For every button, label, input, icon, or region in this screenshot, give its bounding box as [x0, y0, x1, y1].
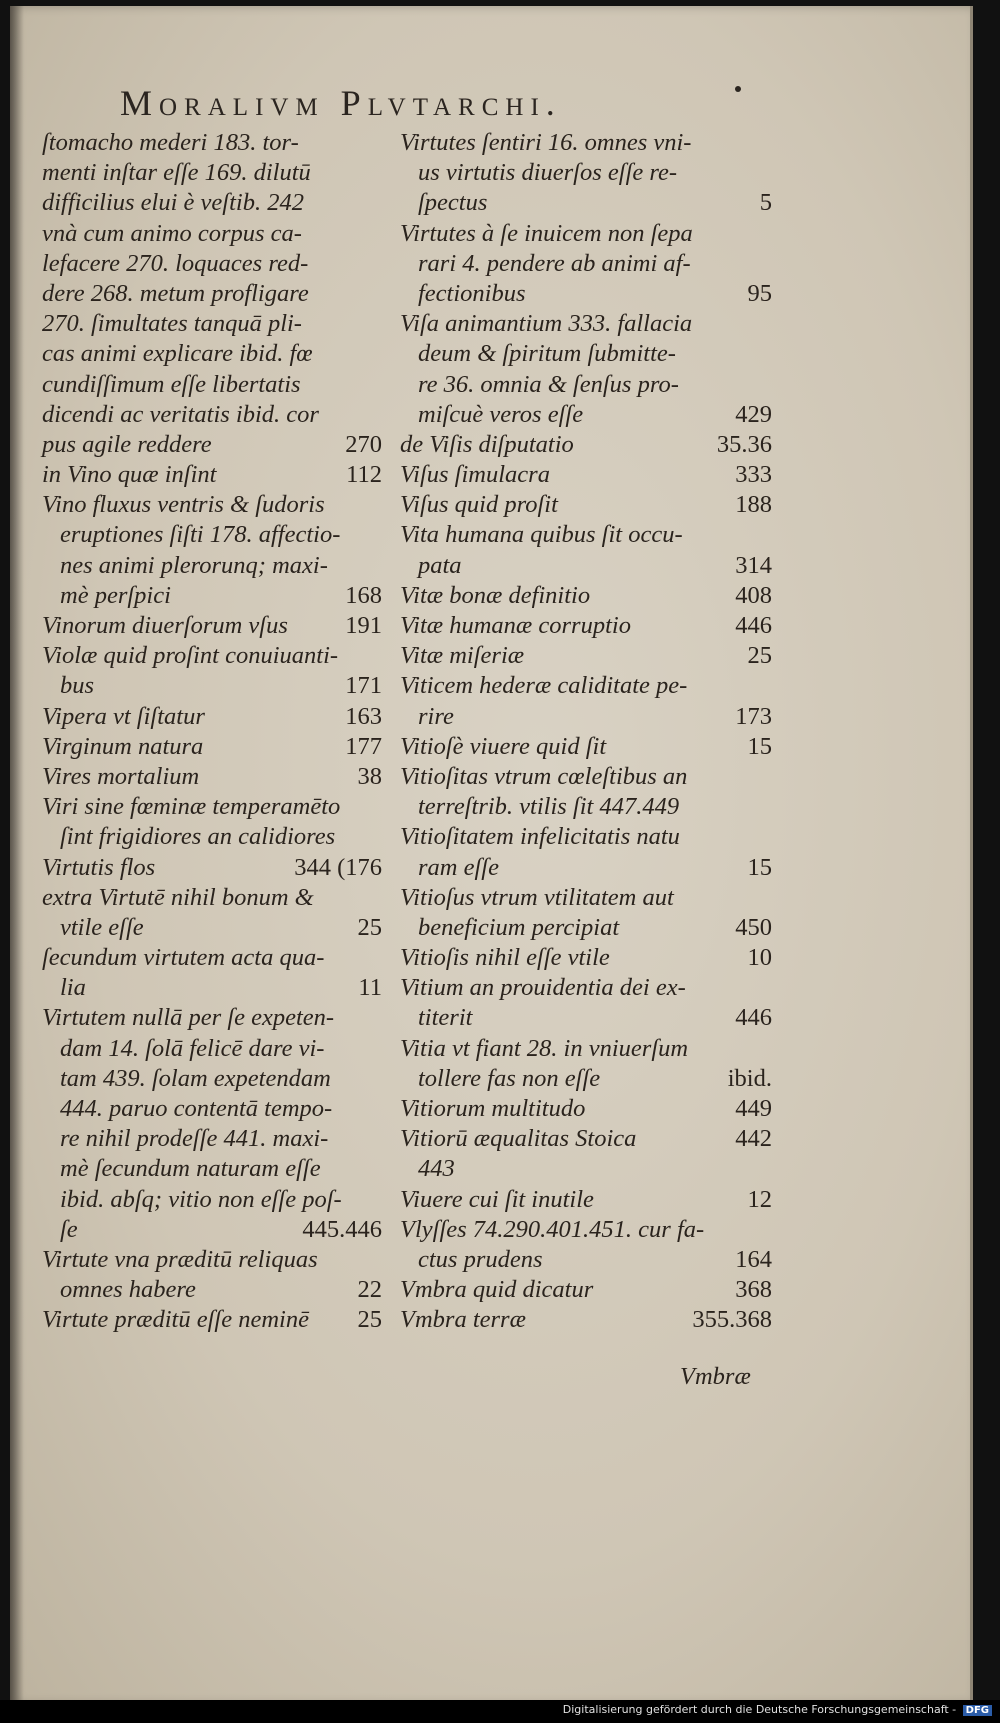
index-page-number: 112	[346, 461, 382, 489]
index-entry-text: Viſus ſimulacra	[400, 461, 550, 489]
index-page-number: 25	[357, 913, 382, 941]
index-page-number: 15	[747, 853, 772, 881]
index-entry-text: fectionibus	[418, 279, 526, 307]
index-entry-line	[400, 883, 772, 913]
index-entry-text: Vino fluxus ventris & ſudoris	[42, 491, 325, 519]
index-entry-line	[42, 339, 382, 369]
index-entry-text: Virtutem nullā per ſe expeten-	[42, 1004, 335, 1032]
index-page-number: 15	[747, 732, 772, 760]
index-entry-text: de Viſis diſputatio	[400, 430, 574, 458]
index-entry-line	[42, 702, 382, 732]
index-entry-line	[42, 188, 382, 218]
index-entry-line	[400, 1245, 772, 1275]
index-entry-text: vnà cum animo corpus ca-	[42, 219, 302, 247]
index-page-number: 22	[357, 1276, 382, 1304]
index-entry-text: dicendi ac veritatis ibid. cor	[42, 400, 319, 428]
index-entry-text: re nihil prodeſſe 441. maxi-	[60, 1125, 329, 1153]
index-entry-line	[42, 913, 382, 943]
index-entry-line	[42, 460, 382, 490]
index-entry-text: Vlyſſes 74.290.401.451. cur fa-	[400, 1215, 705, 1243]
index-page-number: 35.36	[716, 430, 772, 458]
spine-shadow	[10, 6, 24, 1704]
index-entry-text: Viri sine fœminæ temperamēto	[42, 793, 341, 821]
index-entry-line	[400, 188, 772, 218]
index-page-number: 95	[747, 279, 772, 307]
index-page-number: ibid.	[727, 1064, 772, 1092]
index-entry-text: Viuere cui ſit inutile	[400, 1185, 594, 1213]
index-entry-line	[400, 219, 772, 249]
index-page-number: 368	[735, 1276, 772, 1304]
index-entry-line	[42, 611, 382, 641]
index-entry-text: pus agile reddere	[42, 430, 212, 458]
index-page-number: 449	[735, 1095, 772, 1122]
index-entry-line	[42, 671, 382, 701]
index-entry-text: tollere fas non eſſe	[418, 1064, 601, 1092]
index-entry-line	[400, 158, 772, 188]
footer-bar	[0, 1700, 1000, 1723]
index-entry-line	[42, 128, 382, 158]
index-entry-text: pata	[418, 551, 462, 579]
index-entry-text: 444. paruo contentā tempo-	[60, 1095, 333, 1122]
index-entry-line	[400, 973, 772, 1003]
index-entry-text: Vitæ miſeriæ	[400, 642, 525, 670]
index-entry-line	[42, 1305, 382, 1335]
index-entry-text: Vitioſè viuere quid ſit	[400, 732, 607, 760]
index-entry-text: miſcuè veros eſſe	[418, 400, 584, 428]
index-entry-text: rire	[418, 702, 454, 730]
index-entry-text: re 36. omnia & ſenſus pro-	[418, 370, 679, 398]
index-entry-text: Vitia vt fiant 28. in vniuerſum	[400, 1034, 689, 1062]
index-entry-text: Vmbra terræ	[400, 1306, 526, 1334]
index-entry-line	[42, 1064, 382, 1094]
index-page-number: 171	[345, 672, 382, 700]
index-entry-line	[42, 1154, 382, 1184]
index-entry-text: Virtutis flos	[42, 853, 156, 881]
index-entry-text: Viſa animantium 333. fallacia	[400, 310, 693, 338]
index-entry-line	[42, 1094, 382, 1124]
index-page-number: 191	[345, 612, 382, 639]
index-entry-line	[400, 339, 772, 369]
index-entry-text: Vires mortalium	[42, 762, 200, 790]
index-entry-line	[42, 581, 382, 611]
index-entry-text: Viſus quid proſit	[400, 491, 558, 519]
index-entry-line	[42, 219, 382, 249]
index-entry-text: tam 439. ſolam expetendam	[60, 1064, 331, 1092]
index-page-number: 25	[357, 1306, 382, 1334]
index-entry-line	[400, 611, 772, 641]
index-entry-line	[42, 1124, 382, 1154]
index-page-number: 333	[735, 461, 772, 489]
index-entry-line	[42, 309, 382, 339]
index-entry-text: Vmbra quid dicatur	[400, 1276, 594, 1304]
index-page-number: 11	[358, 974, 382, 1002]
index-entry-text: Virginum natura	[42, 732, 204, 760]
index-entry-text: rari 4. pendere ab animi af-	[418, 249, 691, 277]
index-entry-text: eruptiones ſiſti 178. affectio-	[60, 521, 341, 549]
index-entry-line	[42, 822, 382, 852]
index-entry-text: Virtute vna præditū reliquas	[42, 1245, 318, 1273]
index-entry-line	[42, 520, 382, 550]
index-entry-line	[42, 792, 382, 822]
index-entry-text: bus	[60, 672, 95, 700]
index-entry-text: ibid. abſq; vitio non eſſe poſ-	[60, 1185, 342, 1213]
index-entry-line	[400, 853, 772, 883]
index-page-number: 344 (176	[294, 853, 382, 881]
index-entry-line	[400, 1185, 772, 1215]
index-entry-text: terreſtrib. vtilis ſit 447.449	[418, 793, 680, 821]
index-page-number: 188	[735, 491, 772, 519]
index-entry-text: Vitioſus vtrum vtilitatem aut	[400, 883, 674, 911]
index-entry-text: ſe	[60, 1215, 78, 1243]
index-entry-text: Vitæ bonæ definitio	[400, 581, 591, 609]
index-entry-line	[42, 1215, 382, 1245]
index-entry-text: deum & ſpiritum ſubmitte-	[418, 340, 676, 368]
index-column-right	[400, 128, 772, 1336]
index-entry-text: dam 14. ſolā felicē dare vi-	[60, 1034, 325, 1062]
index-entry-line	[400, 671, 772, 701]
index-page-number: 355.368	[692, 1306, 772, 1334]
index-entry-line	[400, 792, 772, 822]
index-page-number: 168	[345, 581, 382, 609]
index-page-number: 270	[345, 430, 382, 458]
index-entry-text: in Vino quæ inſint	[42, 461, 217, 489]
running-head: Moralivm Plvtarchi.	[120, 83, 562, 123]
index-entry-line	[42, 249, 382, 279]
index-entry-text: mè perſpici	[60, 581, 171, 609]
footer-credit	[563, 1703, 992, 1716]
index-entry-line	[400, 1003, 772, 1033]
index-entry-line	[400, 822, 772, 852]
index-entry-text: difficilius elui è veſtib. 242	[42, 189, 304, 217]
index-entry-line	[42, 973, 382, 1003]
index-entry-text: menti inſtar eſſe 169. dilutū	[42, 159, 311, 187]
index-entry-line	[400, 762, 772, 792]
index-entry-line	[400, 490, 772, 520]
index-entry-line	[42, 762, 382, 792]
index-entry-text: Vitioſis nihil eſſe vtile	[400, 944, 610, 972]
index-entry-line	[42, 883, 382, 913]
index-page-number: 25	[747, 642, 772, 670]
index-page-number: 173	[735, 702, 772, 730]
index-entry-line	[400, 460, 772, 490]
index-entry-line	[400, 1094, 772, 1124]
index-entry-text: Virtute præditū eſſe neminē	[42, 1306, 309, 1334]
index-entry-text: Violæ quid proſint conuiuanti-	[42, 642, 339, 670]
index-entry-text: ctus prudens	[418, 1245, 543, 1273]
index-entry-line	[400, 581, 772, 611]
index-entry-line	[400, 551, 772, 581]
index-page-number: 38	[357, 762, 382, 790]
index-entry-line	[42, 1245, 382, 1275]
index-entry-text: titerit	[418, 1004, 473, 1032]
index-page-number: 5	[759, 189, 772, 217]
index-page-number: 429	[735, 400, 772, 428]
index-entry-text: 443	[418, 1155, 455, 1183]
index-entry-line	[400, 1064, 772, 1094]
index-page-number: 446	[735, 612, 772, 639]
index-entry-text: cundiſſimum eſſe libertatis	[42, 370, 301, 398]
index-entry-line	[42, 430, 382, 460]
index-entry-line	[400, 128, 772, 158]
index-entry-line	[42, 1034, 382, 1064]
index-page-number: 163	[345, 702, 382, 730]
index-entry-line	[400, 1124, 772, 1154]
index-entry-text: mè ſecundum naturam eſſe	[60, 1155, 321, 1183]
index-entry-text: vtile eſſe	[60, 913, 144, 941]
index-entry-line	[400, 370, 772, 400]
index-entry-text: Vitiorum multitudo	[400, 1095, 586, 1122]
index-entry-line	[42, 370, 382, 400]
index-entry-line	[400, 309, 772, 339]
index-page-number: 408	[735, 581, 772, 609]
index-entry-text: dere 268. metum profligare	[42, 279, 309, 307]
index-entry-line	[42, 551, 382, 581]
index-page-number: 164	[735, 1245, 772, 1273]
dfg-logo: DFG	[963, 1705, 992, 1716]
index-entry-line	[400, 702, 772, 732]
index-entry-text: lefacere 270. loquaces red-	[42, 249, 309, 277]
index-entry-text: 270. ſimultates tanquā pli-	[42, 310, 302, 338]
index-entry-text: Vita humana quibus ſit occu-	[400, 521, 683, 549]
index-entry-line	[42, 1185, 382, 1215]
index-entry-text: ram eſſe	[418, 853, 499, 881]
index-entry-line	[42, 641, 382, 671]
index-entry-line	[42, 1275, 382, 1305]
index-entry-line	[400, 279, 772, 309]
index-entry-line	[400, 913, 772, 943]
index-entry-line	[42, 732, 382, 762]
index-entry-line	[400, 400, 772, 430]
index-entry-text: ſtomacho mederi 183. tor-	[42, 129, 299, 156]
index-entry-text: Virtutes à ſe inuicem non ſepa	[400, 219, 693, 247]
index-entry-line	[400, 249, 772, 279]
index-page-number: 442	[735, 1125, 772, 1153]
printer-mark	[735, 86, 741, 92]
index-page-number: 12	[747, 1185, 772, 1213]
index-entry-line	[400, 1215, 772, 1245]
index-entry-line	[400, 641, 772, 671]
index-page-number: 10	[747, 944, 772, 972]
index-page-number: 314	[735, 551, 772, 579]
index-entry-text: Vitium an prouidentia dei ex-	[400, 974, 686, 1002]
index-entry-text: Virtutes ſentiri 16. omnes vni-	[400, 129, 692, 156]
index-page-number: 446	[735, 1004, 772, 1032]
index-entry-text: Vipera vt ſiſtatur	[42, 702, 205, 730]
index-entry-text: us virtutis diuerſos eſſe re-	[418, 159, 678, 187]
index-entry-text: lia	[60, 974, 86, 1002]
footer-credit-text: Digitalisierung gefördert durch die Deutsche Forschungsgemeinschaft -	[562, 1703, 957, 1716]
index-entry-text: cas animi explicare ibid. fœ	[42, 340, 313, 368]
index-entry-line	[42, 1003, 382, 1033]
index-entry-line	[42, 943, 382, 973]
index-entry-text: Vinorum diuerſorum vſus	[42, 612, 288, 639]
catchword: Vmbræ	[680, 1363, 751, 1390]
index-entry-line	[42, 158, 382, 188]
index-column-left	[42, 128, 382, 1336]
index-page-number: 177	[345, 732, 382, 760]
index-entry-text: Vitæ humanæ corruptio	[400, 612, 631, 639]
index-entry-text: omnes habere	[60, 1276, 196, 1304]
index-entry-line	[42, 279, 382, 309]
index-entry-text: ſpectus	[418, 189, 488, 217]
index-entry-line	[400, 520, 772, 550]
index-entry-text: ſecundum virtutem acta qua-	[42, 944, 325, 972]
index-entry-text: extra Virtutē nihil bonum &	[42, 883, 314, 911]
index-entry-line	[400, 1034, 772, 1064]
index-entry-line	[400, 732, 772, 762]
index-page-number: 450	[735, 913, 772, 941]
index-entry-text: beneficium percipiat	[418, 913, 620, 941]
index-entry-text: ſint frigidiores an calidiores	[60, 823, 336, 851]
index-entry-line	[42, 853, 382, 883]
index-entry-text: Vitioſitatem infelicitatis natu	[400, 823, 680, 851]
index-entry-text: Viticem hederæ caliditate pe-	[400, 672, 688, 700]
index-entry-text: nes animi plerorunq; maxi-	[60, 551, 328, 579]
index-entry-line	[400, 1275, 772, 1305]
index-entry-line	[42, 400, 382, 430]
index-page-number: 445.446	[302, 1215, 382, 1243]
index-entry-line	[400, 1154, 772, 1184]
index-entry-text: Vitioſitas vtrum cœleſtibus an	[400, 762, 688, 790]
index-entry-line	[42, 490, 382, 520]
index-entry-line	[400, 1305, 772, 1335]
index-entry-line	[400, 430, 772, 460]
index-entry-text: Vitiorū æqualitas Stoica	[400, 1125, 637, 1153]
index-entry-line	[400, 943, 772, 973]
